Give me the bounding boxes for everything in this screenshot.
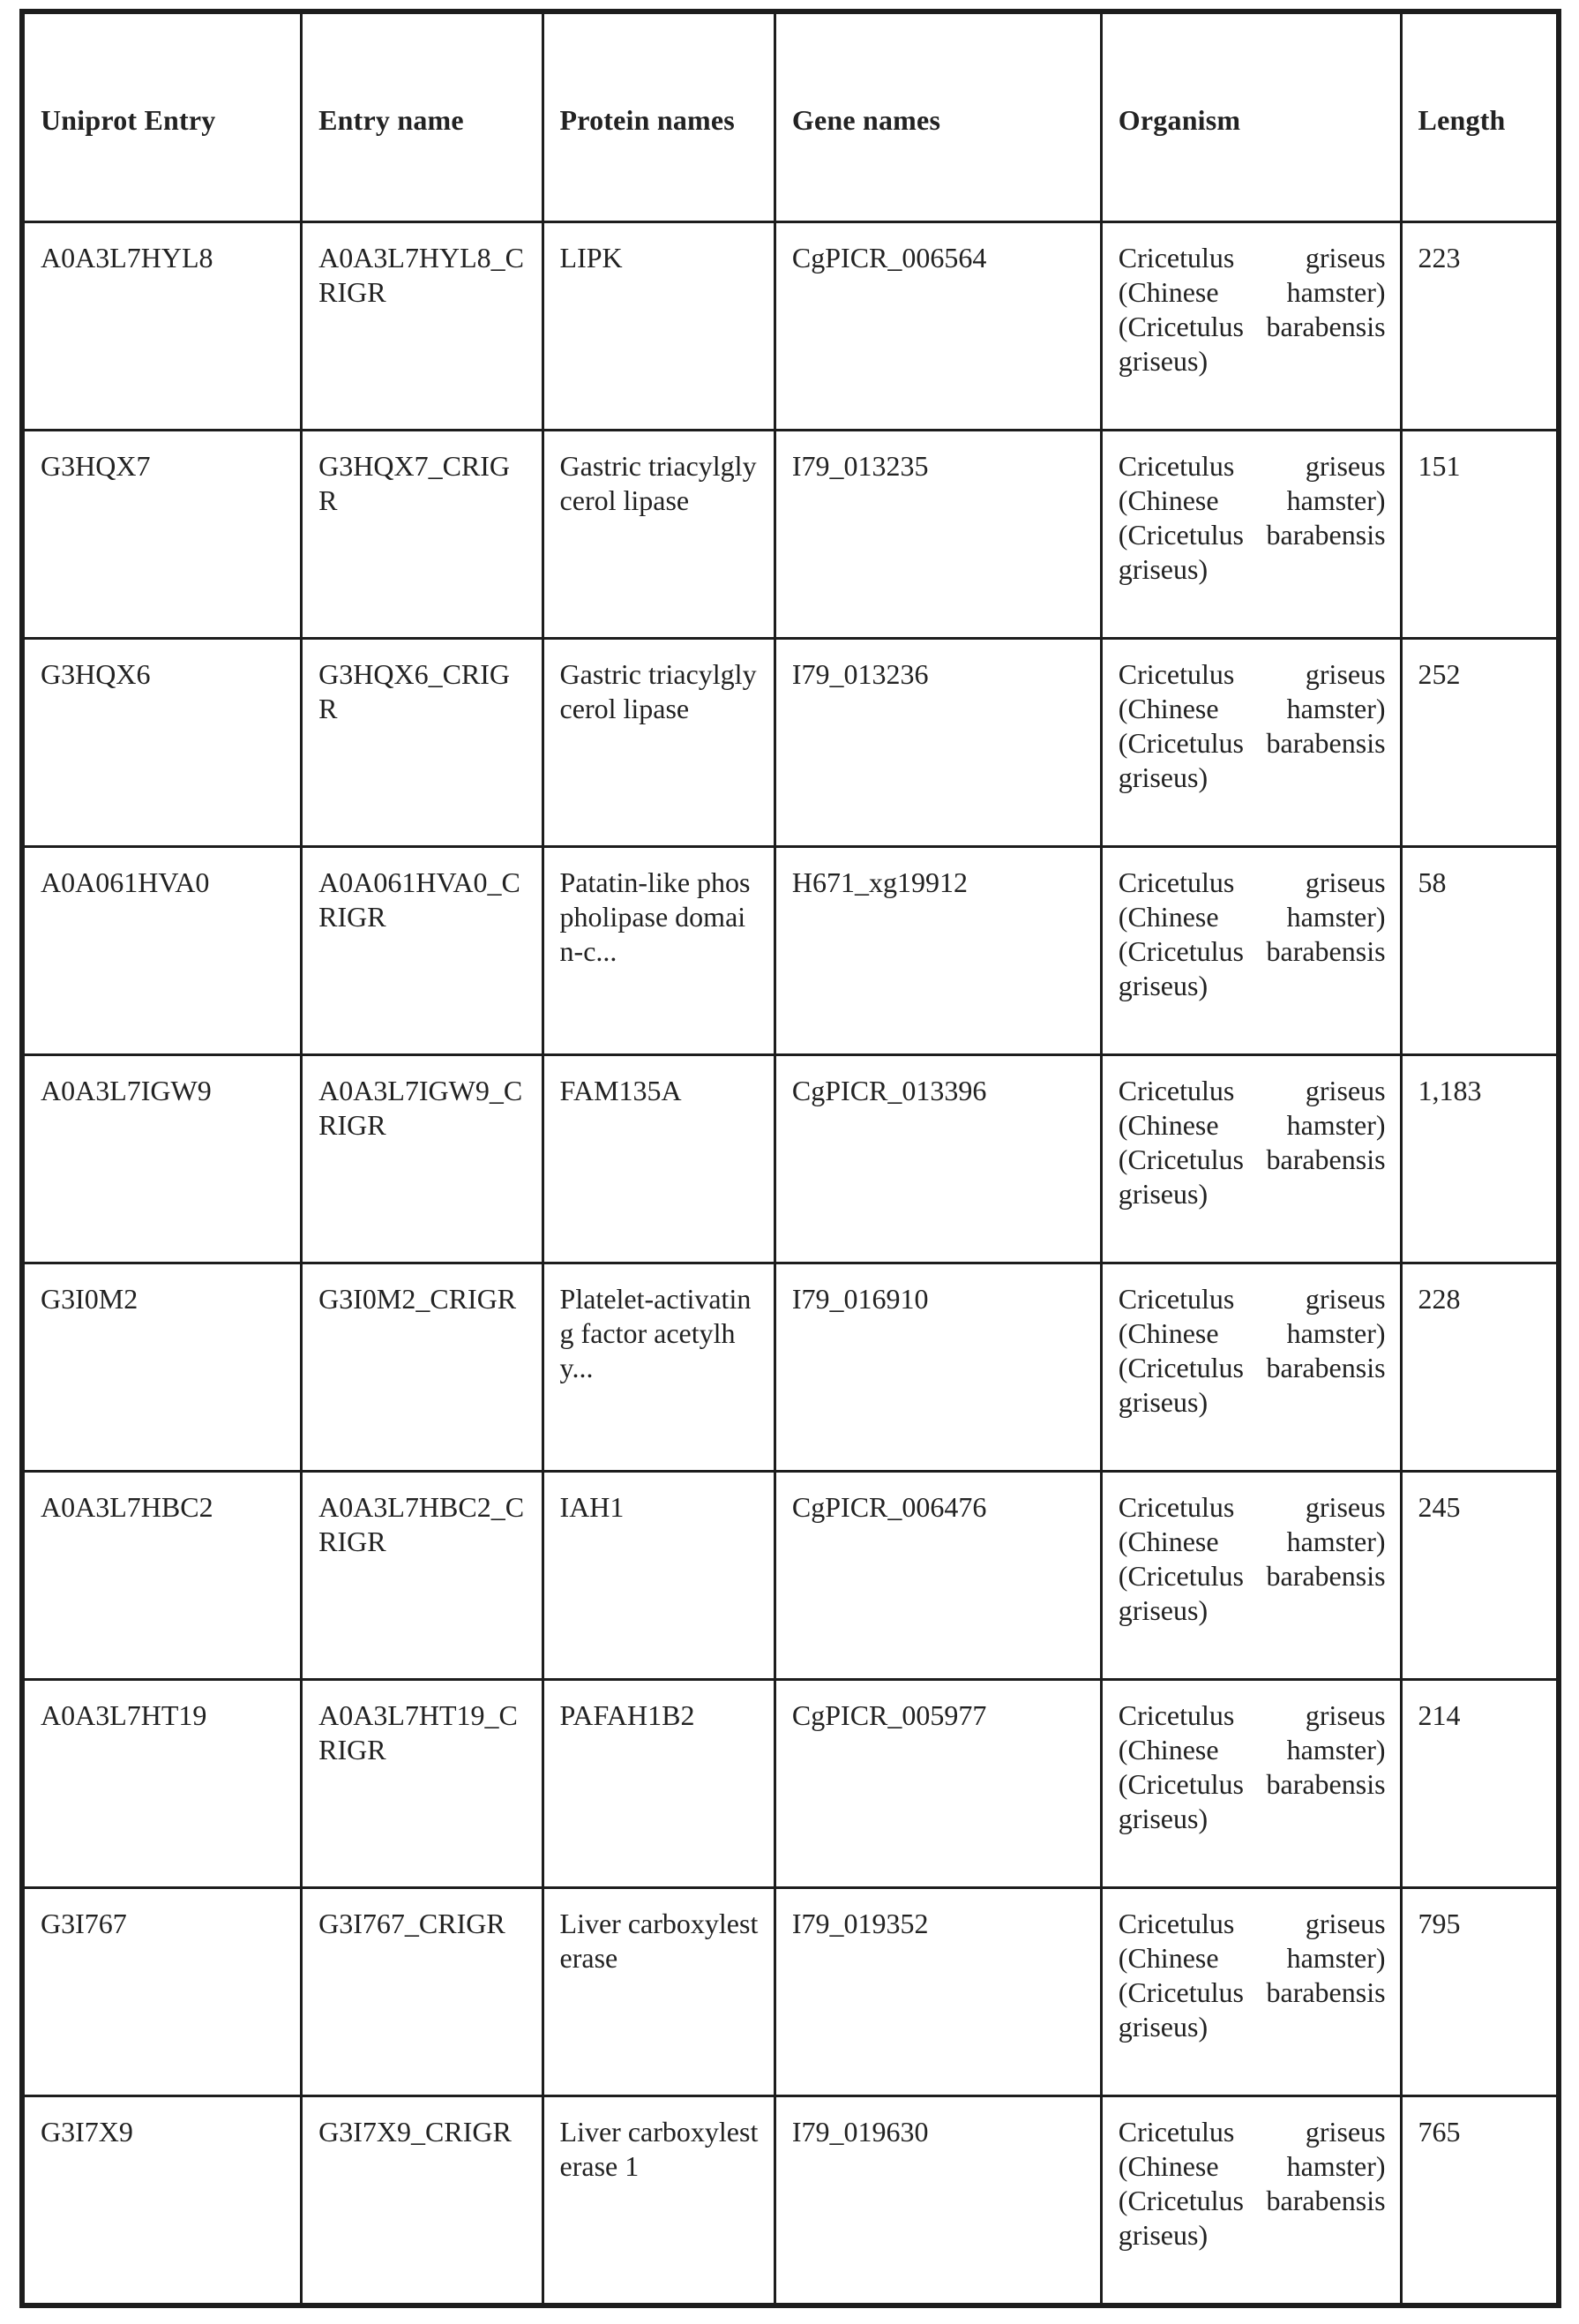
cell-protein-names: Gastric triacylglycerol lipase — [543, 430, 775, 638]
cell-entry-name: G3I7X9_CRIGR — [302, 2095, 543, 2305]
cell-protein-names: FAM135A — [543, 1054, 775, 1263]
cell-uniprot-entry: A0A3L7HT19 — [22, 1679, 302, 1887]
cell-organism: Cricetulus griseus (Chinese hamster) (Cricetulus barabensis griseus) — [1101, 1471, 1401, 1679]
cell-uniprot-entry: G3I7X9 — [22, 2095, 302, 2305]
cell-entry-name: G3HQX7_CRIGR — [302, 430, 543, 638]
cell-length: 151 — [1401, 430, 1559, 638]
cell-gene-names: H671_xg19912 — [775, 846, 1101, 1054]
cell-entry-name: A0A3L7IGW9_CRIGR — [302, 1054, 543, 1263]
cell-protein-names: PAFAH1B2 — [543, 1679, 775, 1887]
cell-entry-name: G3I767_CRIGR — [302, 1887, 543, 2095]
cell-uniprot-entry: A0A061HVA0 — [22, 846, 302, 1054]
cell-entry-name: A0A3L7HBC2_CRIGR — [302, 1471, 543, 1679]
cell-gene-names: CgPICR_006476 — [775, 1471, 1101, 1679]
cell-protein-names: Patatin-like phospholipase domain-c... — [543, 846, 775, 1054]
cell-organism: Cricetulus griseus (Chinese hamster) (Cricetulus barabensis griseus) — [1101, 2095, 1401, 2305]
table-row — [22, 638, 1559, 846]
cell-protein-names: Liver carboxylesterase — [543, 1887, 775, 2095]
cell-gene-names: CgPICR_005977 — [775, 1679, 1101, 1887]
table-row — [22, 430, 1559, 638]
cell-uniprot-entry: A0A3L7HYL8 — [22, 221, 302, 430]
cell-gene-names: I79_013236 — [775, 638, 1101, 846]
cell-gene-names: I79_019630 — [775, 2095, 1101, 2305]
cell-length: 228 — [1401, 1263, 1559, 1471]
col-header-organism: Organism — [1101, 11, 1401, 221]
cell-protein-names: LIPK — [543, 221, 775, 430]
cell-entry-name: A0A3L7HT19_CRIGR — [302, 1679, 543, 1887]
cell-organism: Cricetulus griseus (Chinese hamster) (Cricetulus barabensis griseus) — [1101, 846, 1401, 1054]
cell-uniprot-entry: A0A3L7HBC2 — [22, 1471, 302, 1679]
cell-entry-name: G3I0M2_CRIGR — [302, 1263, 543, 1471]
cell-uniprot-entry: G3I767 — [22, 1887, 302, 2095]
cell-organism: Cricetulus griseus (Chinese hamster) (Cricetulus barabensis griseus) — [1101, 1679, 1401, 1887]
cell-organism: Cricetulus griseus (Chinese hamster) (Cricetulus barabensis griseus) — [1101, 638, 1401, 846]
cell-organism: Cricetulus griseus (Chinese hamster) (Cricetulus barabensis griseus) — [1101, 1263, 1401, 1471]
table-row — [22, 2095, 1559, 2305]
cell-gene-names: CgPICR_013396 — [775, 1054, 1101, 1263]
cell-length: 795 — [1401, 1887, 1559, 2095]
table-row — [22, 846, 1559, 1054]
cell-entry-name: A0A061HVA0_CRIGR — [302, 846, 543, 1054]
cell-entry-name: A0A3L7HYL8_CRIGR — [302, 221, 543, 430]
cell-protein-names: Gastric triacylglycerol lipase — [543, 638, 775, 846]
cell-gene-names: I79_013235 — [775, 430, 1101, 638]
table-row — [22, 1471, 1559, 1679]
cell-length: 245 — [1401, 1471, 1559, 1679]
cell-length: 58 — [1401, 846, 1559, 1054]
cell-uniprot-entry: G3HQX6 — [22, 638, 302, 846]
cell-gene-names: CgPICR_006564 — [775, 221, 1101, 430]
cell-length: 765 — [1401, 2095, 1559, 2305]
table-row — [22, 1887, 1559, 2095]
cell-entry-name: G3HQX6_CRIGR — [302, 638, 543, 846]
col-header-protein-names: Protein names — [543, 11, 775, 221]
cell-gene-names: I79_016910 — [775, 1263, 1101, 1471]
cell-uniprot-entry: G3I0M2 — [22, 1263, 302, 1471]
cell-protein-names: Platelet-activating factor acetylhy... — [543, 1263, 775, 1471]
cell-length: 252 — [1401, 638, 1559, 846]
cell-organism: Cricetulus griseus (Chinese hamster) (Cricetulus barabensis griseus) — [1101, 1887, 1401, 2095]
cell-organism: Cricetulus griseus (Chinese hamster) (Cricetulus barabensis griseus) — [1101, 430, 1401, 638]
col-header-length: Length — [1401, 11, 1559, 221]
cell-protein-names: Liver carboxylesterase 1 — [543, 2095, 775, 2305]
header-row — [22, 11, 1559, 221]
table-row — [22, 221, 1559, 430]
col-header-gene-names: Gene names — [775, 11, 1101, 221]
cell-uniprot-entry: G3HQX7 — [22, 430, 302, 638]
cell-gene-names: I79_019352 — [775, 1887, 1101, 2095]
table-row — [22, 1679, 1559, 1887]
cell-uniprot-entry: A0A3L7IGW9 — [22, 1054, 302, 1263]
cell-length: 214 — [1401, 1679, 1559, 1887]
col-header-entry-name: Entry name — [302, 11, 543, 221]
table-row — [22, 1263, 1559, 1471]
cell-organism: Cricetulus griseus (Chinese hamster) (Cricetulus barabensis griseus) — [1101, 1054, 1401, 1263]
uniprot-results-table — [19, 9, 1561, 2308]
cell-organism: Cricetulus griseus (Chinese hamster) (Cricetulus barabensis griseus) — [1101, 221, 1401, 430]
col-header-uniprot-entry: Uniprot Entry — [22, 11, 302, 221]
cell-length: 223 — [1401, 221, 1559, 430]
cell-protein-names: IAH1 — [543, 1471, 775, 1679]
table-row — [22, 1054, 1559, 1263]
cell-length: 1,183 — [1401, 1054, 1559, 1263]
